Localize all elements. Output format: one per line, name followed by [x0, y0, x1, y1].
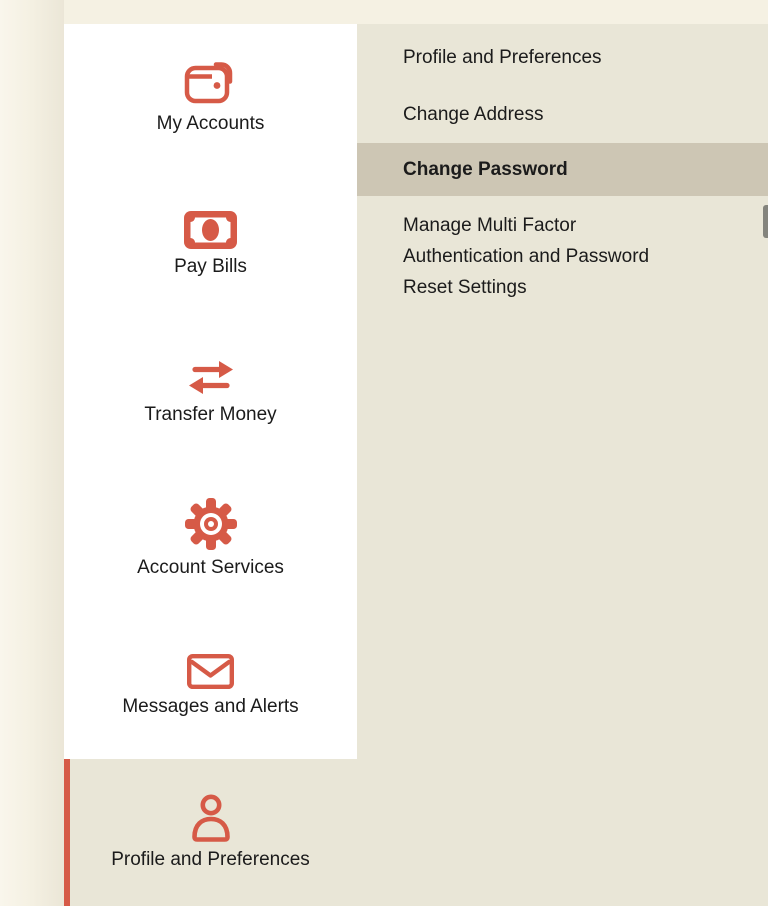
person-icon [190, 794, 232, 842]
gear-icon [185, 498, 237, 550]
submenu-item-label: Change Address [403, 104, 544, 125]
sidebar-item-account-services[interactable] [64, 465, 357, 612]
vertical-scrollbar-thumb[interactable] [763, 205, 768, 238]
sidebar-item-label: Messages and Alerts [122, 695, 299, 717]
page-left-gutter [0, 0, 64, 906]
submenu-item-manage-mfa[interactable] [357, 196, 768, 320]
sidebar-item-label: Account Services [137, 557, 284, 578]
submenu-item-label: Change Password [403, 159, 568, 180]
profile-preferences-submenu [357, 24, 768, 906]
wallet-icon [184, 60, 238, 106]
sidebar-item-profile-and-preferences[interactable] [64, 759, 357, 906]
cash-icon [184, 211, 237, 249]
sidebar-item-pay-bills[interactable] [64, 171, 357, 318]
sidebar-item-transfer-money[interactable] [64, 318, 357, 465]
envelope-icon [187, 654, 234, 689]
submenu-item-change-address[interactable] [357, 86, 768, 143]
submenu-item-label: Profile and Preferences [403, 47, 602, 68]
sidebar-item-label: Profile and Preferences [111, 849, 310, 870]
sidebar-item-label: My Accounts [156, 113, 265, 134]
sidebar-item-label: Pay Bills [174, 256, 247, 277]
sidebar-item-messages-and-alerts[interactable] [64, 612, 357, 759]
submenu-item-change-password[interactable] [357, 143, 768, 196]
sidebar-item-label: Transfer Money [144, 403, 277, 425]
transfer-arrows-icon [187, 358, 235, 397]
submenu-item-label: Manage Multi Factor Authentication and Password Reset Settings [403, 215, 650, 298]
submenu-item-profile-and-preferences[interactable] [357, 29, 768, 86]
sidebar-item-my-accounts[interactable] [64, 24, 357, 171]
primary-sidebar [64, 24, 357, 906]
